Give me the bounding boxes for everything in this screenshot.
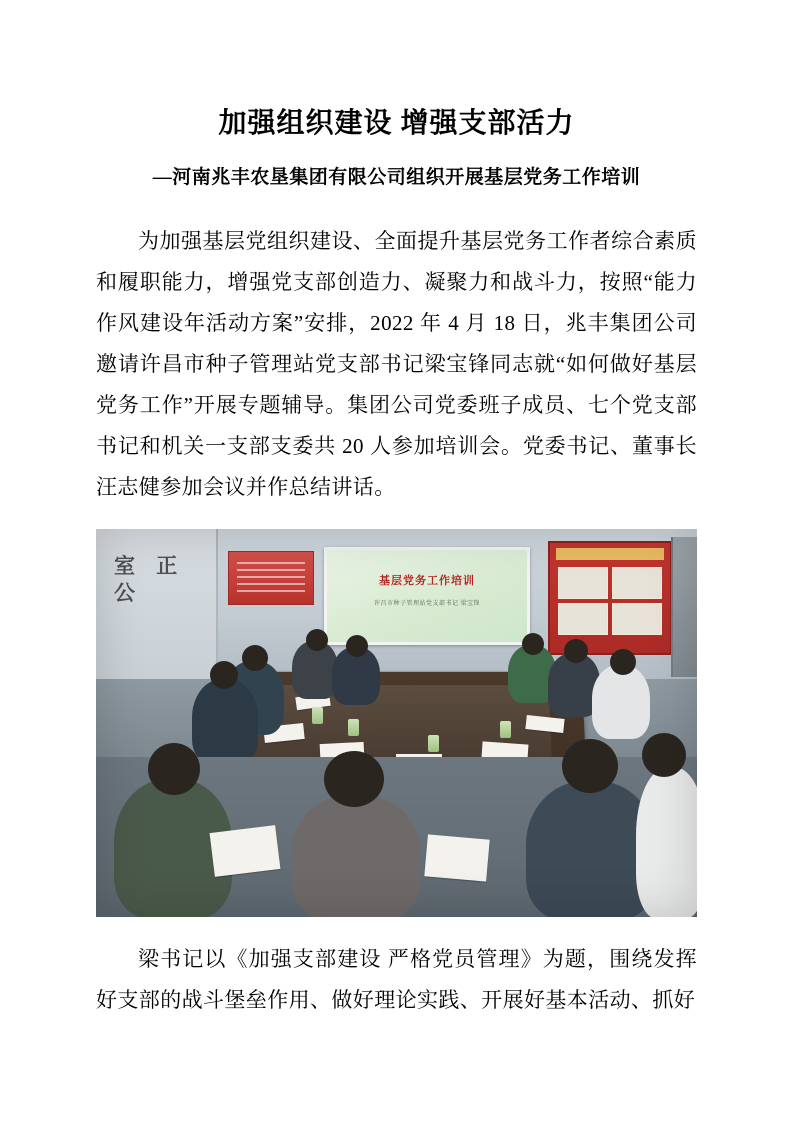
foreground-notebook — [210, 825, 281, 877]
attendee-head — [642, 733, 686, 777]
table-cup — [428, 735, 439, 752]
bulletin-board-photo — [558, 567, 608, 599]
attendee-foreground — [636, 767, 697, 917]
attendee-foreground — [292, 795, 420, 917]
projector-screen-subtitle: 许昌市种子管理站党支部书记 梁宝锋 — [373, 600, 480, 607]
bulletin-board-photo — [558, 603, 608, 635]
attendee-head — [522, 633, 544, 655]
table-cup — [312, 707, 323, 724]
projector-screen — [324, 547, 530, 645]
table-cup — [348, 719, 359, 736]
attendee-head — [564, 639, 588, 663]
attendee — [592, 665, 650, 739]
wall-red-banner — [228, 551, 314, 605]
body-paragraph-1: 为加强基层党组织建设、全面提升基层党务工作者综合素质和履职能力，增强党支部创造力、凝聚力和战斗力，按照“能力作风建设年活动方案”安排，2022 年 4 月 18 日，兆丰集团公司邀请许昌市种子管理站党支部书记梁宝锋同志就“如何做好基层党务工作”开展专题辅导。集团公司党委班子成员、七个党支部书记和机关一支部支委共 20 人参加培训会。党委书记、董事长汪志健参加会议并作总结讲话。 — [96, 228, 697, 499]
body-paragraph-2: 梁书记以《加强支部建设 严格党员管理》为题，围绕发挥好支部的战斗堡垒作用、做好理论实践、开展好基本活动、抓好 — [96, 946, 697, 1012]
table-cup — [500, 721, 511, 738]
attendee-head — [346, 635, 368, 657]
projector-screen-title: 基层党务工作培训 — [379, 574, 475, 587]
foreground-notebook — [424, 834, 489, 881]
page-subtitle: —河南兆丰农垦集团有限公司组织开展基层党务工作培训 — [152, 166, 641, 188]
attendee-head — [562, 739, 618, 793]
attendee-head — [148, 743, 200, 795]
attendee — [192, 679, 258, 765]
bulletin-board-photo — [612, 567, 662, 599]
article-photo — [96, 529, 697, 917]
attendee-head — [610, 649, 636, 675]
bulletin-board-header — [556, 548, 664, 560]
photo-canvas — [96, 529, 697, 917]
wall-calligraphy-text: 室 正公 — [114, 553, 186, 605]
page-title: 加强组织建设 增强支部活力 — [218, 108, 575, 139]
attendee-head — [324, 751, 384, 807]
attendee-head — [306, 629, 328, 651]
room-door — [671, 537, 697, 677]
party-bulletin-board — [548, 541, 672, 655]
bulletin-board-photo — [612, 603, 662, 635]
attendee-head — [210, 661, 238, 689]
attendee-head — [242, 645, 268, 671]
document-content — [96, 0, 697, 1042]
